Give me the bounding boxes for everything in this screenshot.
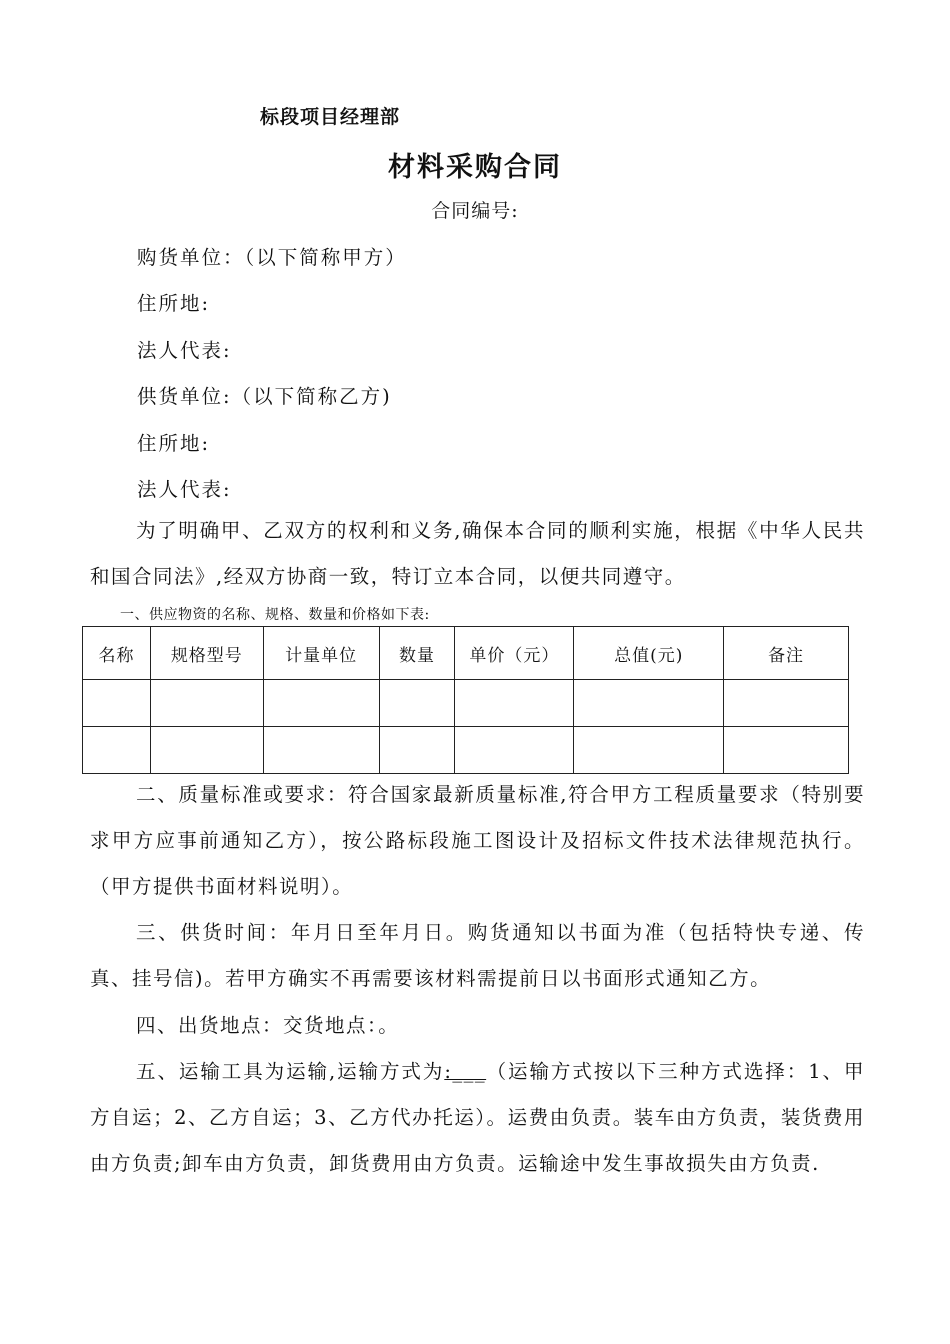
table-header-row <box>83 627 849 680</box>
table-cell <box>379 727 455 774</box>
table-cell <box>724 727 849 774</box>
table-cell <box>379 680 455 727</box>
buyer-address-line: 住所地: <box>137 292 211 315</box>
table-cell <box>724 680 849 727</box>
table-cell <box>574 727 724 774</box>
table-cell <box>455 727 574 774</box>
seller-representative-line: 法人代表: <box>137 478 232 501</box>
table-cell <box>574 680 724 727</box>
preamble-paragraph: 为了明确甲、乙双方的权利和义务,确保本合同的顺利实施，根据《中华人民共和国合同法》,经双方协商一致，特订立本合同，以便共同遵守。 <box>90 519 865 588</box>
transport-clause-lead: 五、运输工具为运输,运输方式为 <box>136 1060 445 1083</box>
transport-clause <box>90 1049 865 1187</box>
seller-address-line: 住所地: <box>137 432 211 455</box>
table-row <box>83 680 849 727</box>
header-cell-unit: 计量单位 <box>263 627 379 680</box>
delivery-time-clause: 三、供货时间：年月日至年月日。购货通知以书面为准（包括特快专递、传真、挂号信)。若甲方确实不再需要该材料需提前日以书面形式通知乙方。 <box>90 921 865 990</box>
table-cell <box>455 680 574 727</box>
table-cell <box>263 727 379 774</box>
table-row <box>83 727 849 774</box>
header-cell-unit-price: 单价（元） <box>455 627 574 680</box>
table-cell <box>263 680 379 727</box>
header-cell-remarks: 备注 <box>724 627 849 680</box>
header-cell-quantity: 数量 <box>379 627 455 680</box>
table-cell <box>150 680 263 727</box>
contract-number-label: 合同编号: <box>431 200 519 222</box>
table-cell <box>83 680 151 727</box>
quality-clause: 二、质量标准或要求：符合国家最新质量标准,符合甲方工程质量要求（特别要求甲方应事前通知乙方），按公路标段施工图设计及招标文件技术法律规范执行。（甲方提供书面材料说明）。 <box>90 783 865 898</box>
table-cell <box>150 727 263 774</box>
supply-table <box>82 626 849 774</box>
buyer-line: 购货单位：（以下简称甲方） <box>137 246 407 269</box>
transport-clause-rest: （运输方式按以下三种方式选择：1、甲方自运；2、乙方自运；3、乙方代办托运）。运费由负责。装车由方负责，装货费用由方负责;卸车由方负责，卸货费用由方负责。运输途中发生事故损失由方负责. <box>90 1060 865 1175</box>
table-caption: 一、供应物资的名称、规格、数量和价格如下表: <box>120 607 430 623</box>
header-cell-name: 名称 <box>83 627 151 680</box>
buyer-representative-line: 法人代表: <box>137 339 232 362</box>
transport-method-blank: :___ <box>444 1060 487 1083</box>
department-heading: 标段项目经理部 <box>260 106 401 128</box>
seller-line: 供货单位:（以下简称乙方) <box>137 385 392 408</box>
header-cell-spec: 规格型号 <box>150 627 263 680</box>
table-cell <box>83 727 151 774</box>
header-cell-total: 总值(元) <box>574 627 724 680</box>
page-title: 材料采购合同 <box>388 152 562 183</box>
delivery-place-clause: 四、出货地点：交货地点：。 <box>136 1014 400 1037</box>
